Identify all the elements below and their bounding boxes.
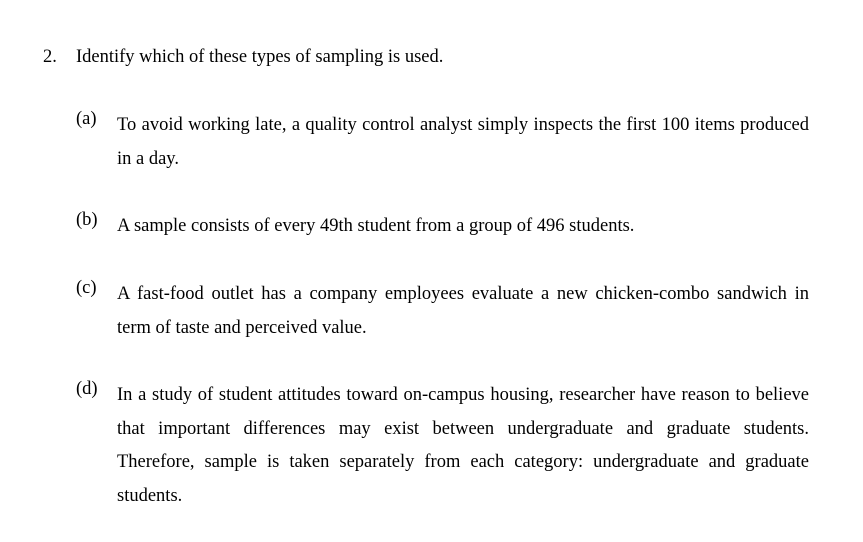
part-label: (b): [76, 210, 98, 230]
question-number: 2.: [43, 47, 57, 67]
part-text: To avoid working late, a quality control analyst simply inspects the first 100 items produced in a day.: [117, 115, 809, 169]
part-label: (d): [76, 379, 98, 399]
part-text: A fast-food outlet has a company employees evaluate a new chicken-combo sandwich in term of taste and perceived value.: [117, 284, 809, 338]
part-text: A sample consists of every 49th student from a group of 496 students.: [117, 216, 635, 236]
part-label: (c): [76, 278, 97, 298]
part-text: In a study of student attitudes toward on-campus housing, researcher have reason to believe that important differences may exist between undergraduate and graduate students. Therefore, sample is taken separately from each category: undergraduate and graduate students.: [117, 385, 809, 506]
part-label: (a): [76, 109, 97, 129]
question-prompt: Identify which of these types of sampling is used.: [76, 47, 444, 67]
